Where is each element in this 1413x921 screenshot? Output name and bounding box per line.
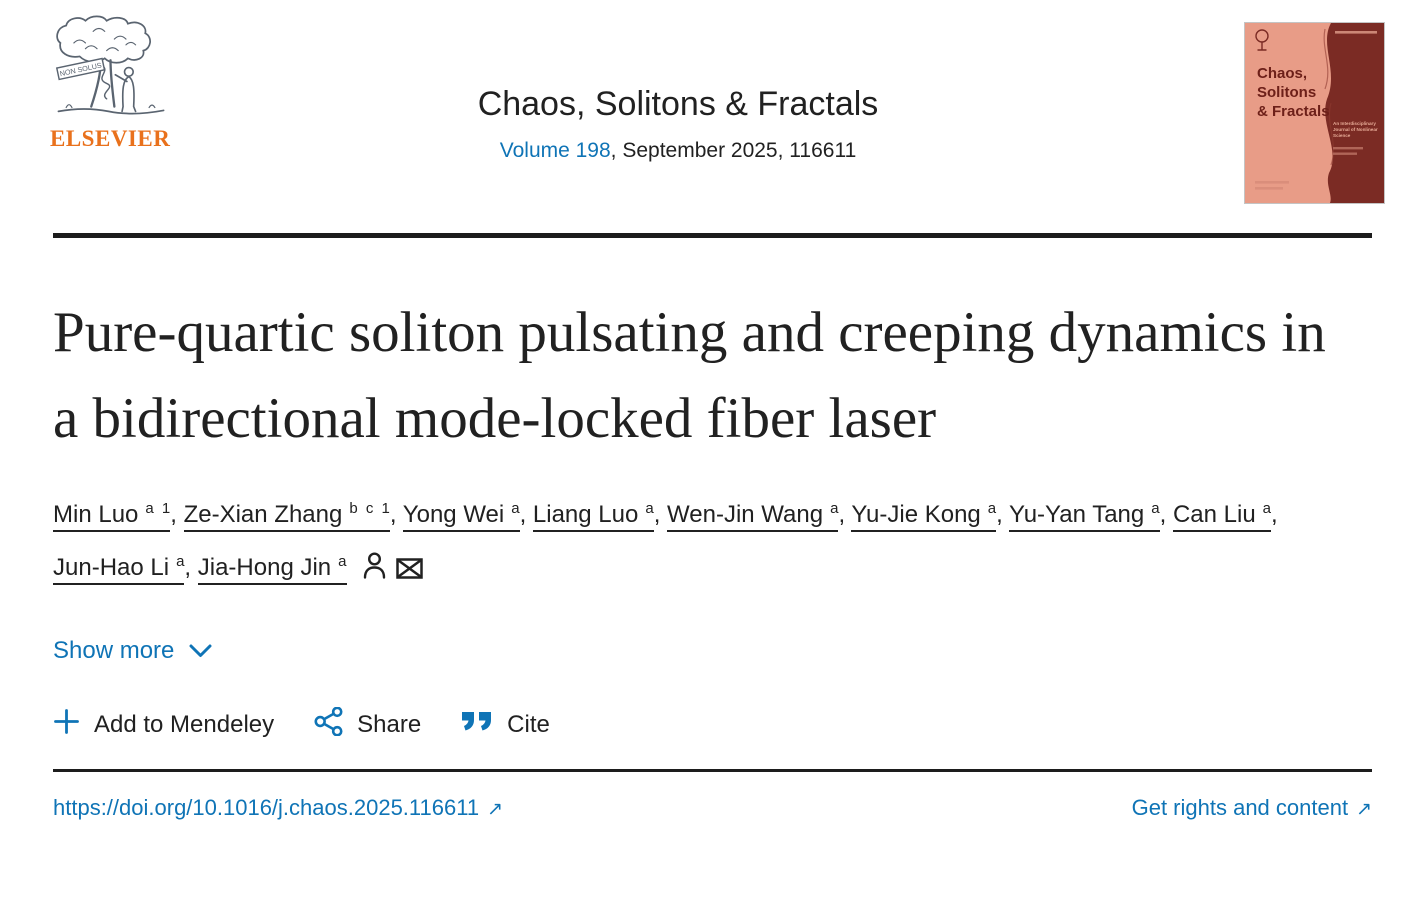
journal-meta bbox=[53, 139, 1303, 163]
doi-text: https://doi.org/10.1016/j.chaos.2025.116611 bbox=[53, 795, 480, 820]
cite-label: Cite bbox=[507, 711, 550, 738]
author-link[interactable] bbox=[53, 501, 170, 532]
show-more-label: Show more bbox=[53, 637, 175, 664]
author-link[interactable] bbox=[667, 501, 838, 532]
author-link[interactable] bbox=[403, 501, 520, 532]
journal-cover-image[interactable] bbox=[1244, 22, 1385, 204]
author-affiliation-sup: b c 1 bbox=[349, 500, 390, 517]
author-name: Jia-Hong Jin bbox=[197, 554, 332, 581]
header-divider bbox=[53, 233, 1372, 238]
article-main bbox=[0, 290, 1413, 821]
author-link[interactable] bbox=[533, 501, 654, 532]
share-label: Share bbox=[357, 711, 422, 738]
add-to-mendeley-button[interactable] bbox=[53, 708, 274, 742]
show-more-button[interactable] bbox=[53, 637, 212, 665]
external-link-icon: ↗ bbox=[487, 799, 503, 820]
author-separator: , bbox=[170, 501, 184, 528]
author-separator: , bbox=[519, 501, 533, 528]
author-link[interactable] bbox=[1009, 501, 1160, 532]
author-link[interactable] bbox=[1173, 501, 1271, 532]
footer-links bbox=[53, 795, 1372, 821]
cover-title-line1: Chaos, bbox=[1257, 65, 1308, 82]
author-affiliation-sup: a bbox=[987, 500, 997, 517]
author-name: Can Liu bbox=[1172, 501, 1256, 528]
footer-divider bbox=[53, 769, 1372, 772]
cover-subtitle-line2: Journal of Nonlinear bbox=[1333, 127, 1378, 132]
author-separator: , bbox=[653, 501, 668, 528]
journal-block bbox=[53, 84, 1303, 163]
plus-icon bbox=[53, 708, 80, 742]
author-link[interactable] bbox=[851, 501, 996, 532]
author-name: Min Luo bbox=[53, 501, 139, 528]
cover-subtitle-line1: An Interdisciplinary bbox=[1333, 121, 1376, 126]
external-link-icon: ↗ bbox=[1356, 799, 1372, 820]
cover-subtitle-line3: Science bbox=[1333, 133, 1351, 138]
author-separator: , bbox=[389, 501, 403, 528]
page-header bbox=[0, 0, 1413, 238]
chevron-down-icon bbox=[189, 637, 212, 665]
share-button[interactable] bbox=[314, 707, 421, 743]
cite-quotes-icon bbox=[461, 711, 493, 740]
action-toolbar bbox=[53, 707, 1372, 743]
author-link[interactable] bbox=[198, 554, 347, 585]
author-separator: , bbox=[996, 501, 1010, 528]
author-list bbox=[53, 490, 1308, 597]
cover-title-line2: Solitons bbox=[1257, 84, 1317, 101]
author-link[interactable] bbox=[184, 501, 390, 532]
author-separator: , bbox=[838, 501, 852, 528]
elsevier-wordmark: ELSEVIER bbox=[50, 126, 171, 151]
journal-title-link[interactable]: Chaos, Solitons & Fractals bbox=[477, 85, 879, 123]
article-title: Pure-quartic soliton pulsating and creeping dynamics in a bidirectional mode-locked fiber laser bbox=[53, 301, 1326, 450]
author-affiliation-sup: a bbox=[511, 500, 520, 517]
author-name: Liang Luo bbox=[532, 501, 639, 528]
share-icon bbox=[314, 707, 343, 743]
doi-link[interactable] bbox=[53, 795, 503, 821]
author-separator: , bbox=[1159, 501, 1173, 528]
get-rights-text: Get rights and content bbox=[1131, 795, 1349, 820]
author-affiliation-sup: a 1 bbox=[145, 500, 171, 517]
author-affiliation-sup: a bbox=[830, 500, 839, 517]
author-separator: , bbox=[184, 554, 198, 581]
cite-button[interactable] bbox=[461, 711, 550, 740]
author-affiliation-sup: a bbox=[1262, 500, 1272, 517]
author-profile-icon[interactable] bbox=[363, 558, 386, 585]
cover-title-line3: & Fractals bbox=[1257, 103, 1330, 120]
author-affiliation-sup: a bbox=[338, 553, 347, 570]
journal-meta-rest: , September 2025, 116611 bbox=[610, 139, 857, 162]
author-separator: , bbox=[1271, 501, 1278, 528]
author-affiliation-sup: a bbox=[645, 500, 654, 517]
add-to-mendeley-label: Add to Mendeley bbox=[94, 711, 275, 738]
email-envelope-icon[interactable] bbox=[396, 558, 423, 585]
get-rights-link[interactable] bbox=[1132, 795, 1372, 821]
author-affiliation-sup: a bbox=[1151, 500, 1160, 517]
author-name: Wen-Jin Wang bbox=[667, 501, 824, 528]
author-affiliation-sup: a bbox=[176, 553, 185, 570]
author-name: Yu-Jie Kong bbox=[851, 501, 981, 528]
author-link[interactable] bbox=[53, 554, 184, 585]
author-name: Yong Wei bbox=[402, 501, 505, 528]
author-name: Yu-Yan Tang bbox=[1009, 501, 1145, 528]
author-name: Jun-Hao Li bbox=[53, 554, 170, 581]
logo-motto: NON SOLUS bbox=[58, 60, 103, 79]
volume-link[interactable]: Volume 198 bbox=[499, 139, 611, 162]
author-name: Ze-Xian Zhang bbox=[183, 501, 343, 528]
